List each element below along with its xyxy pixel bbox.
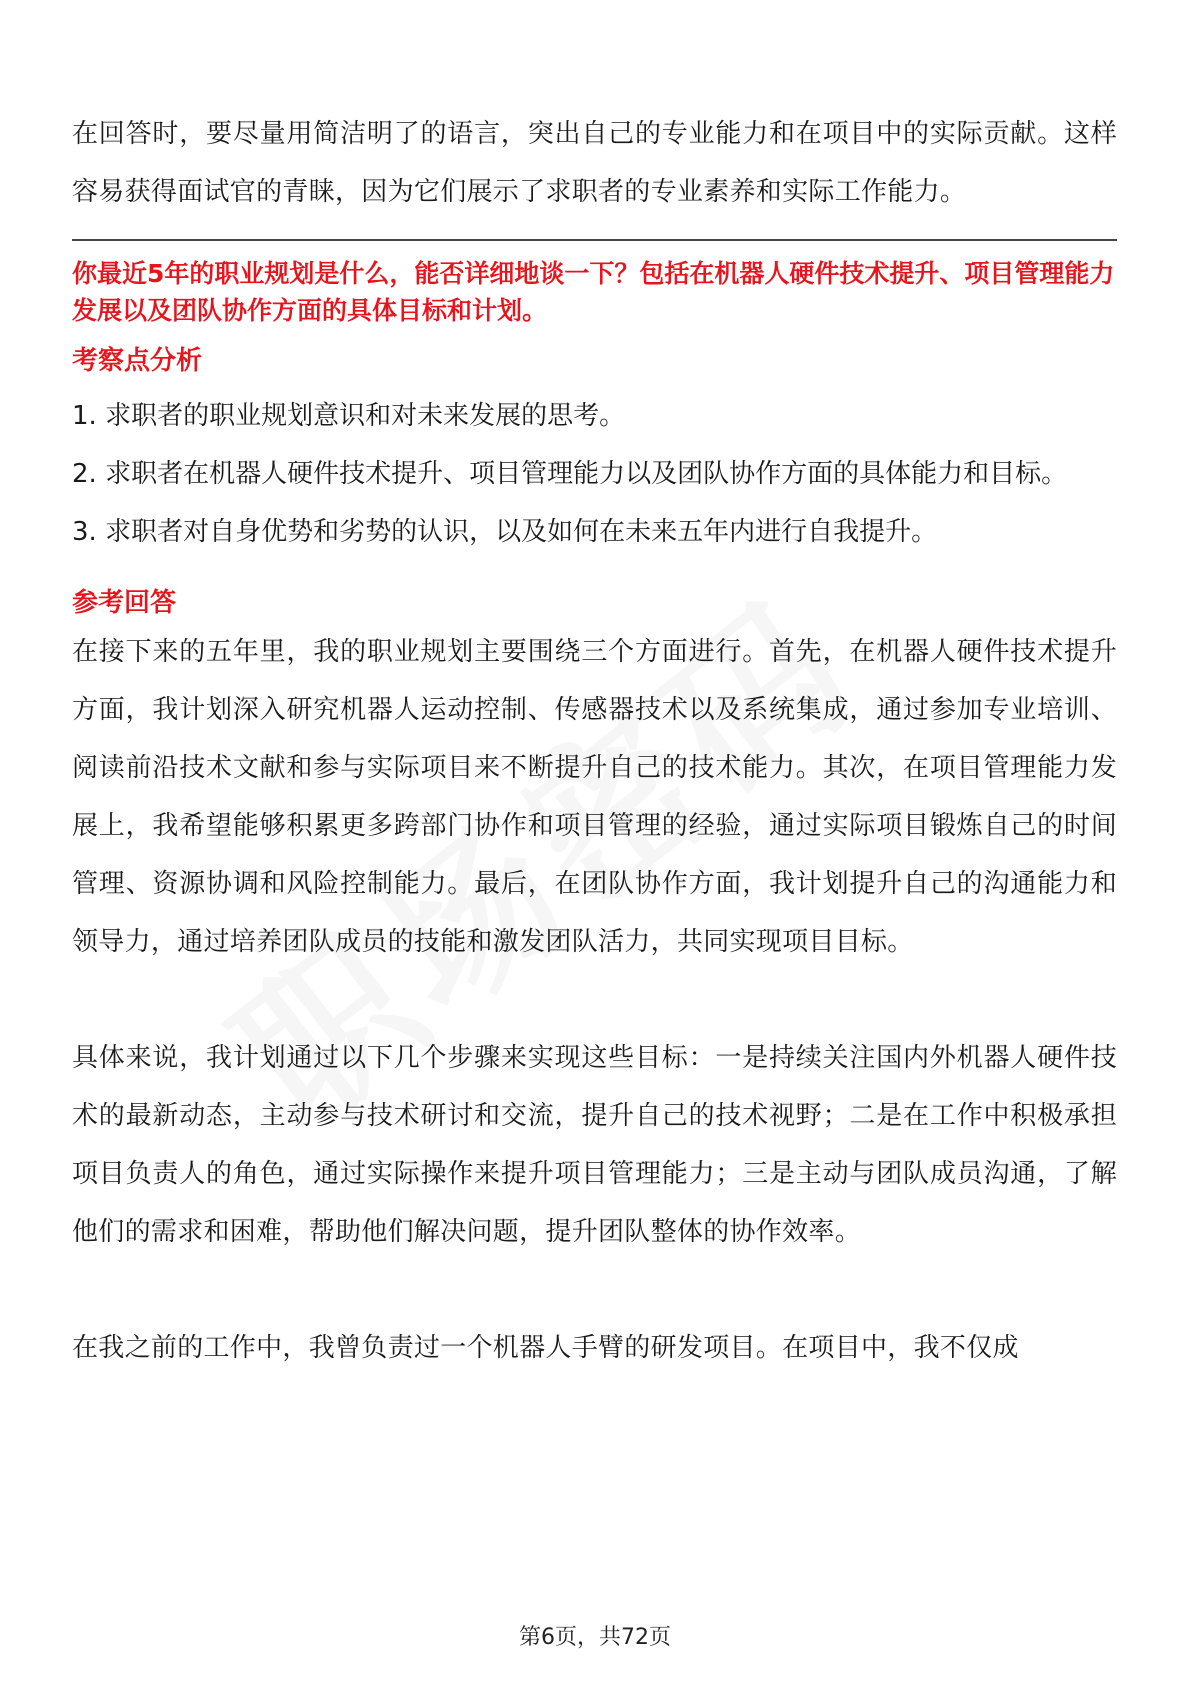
answer-heading: 参考回答 [72,588,177,618]
list-item: 2. 求职者在机器人硬件技术提升、项目管理能力以及团队协作方面的具体能力和目标。 [72,459,1068,489]
section-divider [72,239,1117,241]
answer-paragraph: 在接下来的五年里，我的职业规划主要围绕三个方面进行。首先，在机器人硬件技术提升方面，我计划深入研究机器人运动控制、传感器技术以及系统集成，通过参加专业培训、阅读前沿技术文献和参与实际项目来不断提升自己的技术能力。其次，在项目管理能力发展上，我希望能够积累更多跨部门协作和项目管理的经验，通过实际项目锻炼自己的时间管理、资源协调和风险控制能力。最后，在团队协作方面，我计划提升自己的沟通能力和领导力，通过培养团队成员的技能和激发团队活力，共同实现项目目标。 [72,637,1117,957]
interview-question: 你最近5年的职业规划是什么，能否详细地谈一下？包括在机器人硬件技术提升、项目管理能力发展以及团队协作方面的具体目标和计划。 [72,259,1115,325]
list-item: 3. 求职者对自身优势和劣势的认识，以及如何在未来五年内进行自我提升。 [72,517,938,547]
answer-paragraph: 在我之前的工作中，我曾负责过一个机器人手臂的研发项目。在项目中，我不仅成 [72,1333,1019,1363]
page-content [72,105,1117,1377]
analysis-heading: 考察点分析 [72,346,203,376]
analysis-list [72,387,1117,561]
intro-paragraph: 在回答时，要尽量用简洁明了的语言，突出自己的专业能力和在项目中的实际贡献。这样容易获得面试官的青睐，因为它们展示了求职者的专业素养和实际工作能力。 [72,119,1117,207]
list-item: 1. 求职者的职业规划意识和对未来发展的思考。 [72,401,626,431]
page-number: 第6页，共72页 [519,1625,671,1650]
answer-paragraph: 具体来说，我计划通过以下几个步骤来实现这些目标：一是持续关注国内外机器人硬件技术的最新动态，主动参与技术研讨和交流，提升自己的技术视野；二是在工作中积极承担项目负责人的角色，通过实际操作来提升项目管理能力；三是主动与团队成员沟通，了解他们的需求和困难，帮助他们解决问题，提升团队整体的协作效率。 [72,1043,1117,1247]
